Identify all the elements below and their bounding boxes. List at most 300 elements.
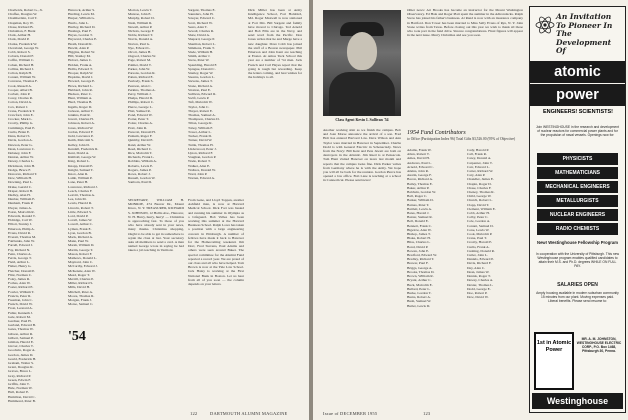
contributor-name: Tuttle, Thomas H. xyxy=(188,142,214,147)
ad-salaries: SALARIES OPEN xyxy=(557,282,598,288)
class-notes-column-5: From Gene, and Lloyd Toppan, another Ashfield man, is now at Harvard Medical School. Dick Fort was busied and running his summer in Olympia as a Lifeguard. Bob Vallee has been working this summer at the Harvard Business School. Ralph Lowe has taken a position with a large engineering concern in Pittsburgh. A number of fellows have made it back to Hanover for the Homecoming weekend. Jim Dorr, Fred Stevens, Paul Adams and others were seen around Baker. The special committee for the Alumni Fund reported a record year. We are proud of our class and all who have helped. Tom Brown is now at the Yale Law School. Jack Haley is working at the First National Bank in Boston. Let us hear from all of you soon — the column depends on your letters. xyxy=(188,198,244,287)
contributor-name: Downing, Paul L. xyxy=(8,180,33,185)
contributor-name: Bush, Samuel W. xyxy=(407,299,432,304)
contributor-name: Bigelow, Alan W. xyxy=(407,227,432,232)
ad-first-in-atomic-power-badge: 1st in Atomic Power xyxy=(534,332,574,390)
contributor-name: Sewall, Charles R. xyxy=(188,29,215,34)
contributor-name: Bartlett, Lewis A. xyxy=(407,206,432,211)
contributor-name: Marsh, William D. xyxy=(68,243,95,248)
contributor-name: Carter, Richard W. xyxy=(467,169,494,174)
contributor-name: Church, Robert L. xyxy=(467,198,493,203)
ad-field-metallurgists: METALLURGISTS xyxy=(537,195,618,207)
contributor-name: Barnes, Peter T. xyxy=(407,202,430,207)
contributor-name: Buck, Malcolm E. xyxy=(407,282,433,287)
contributor-name: Daniels, Edward P. xyxy=(467,257,494,262)
contributor-name: Hayes, Gordon T. xyxy=(68,33,93,38)
ad-field-radio-chemists: RADIO CHEMISTS xyxy=(537,223,618,235)
contributor-list-column-3 xyxy=(128,8,184,193)
contributor-name: Cole, Gordon A. xyxy=(467,219,491,224)
contributor-name: Hall, Robert E. xyxy=(8,390,30,395)
contributor-name: Clark, Arthur H. xyxy=(8,33,31,38)
contributor-name: Crane, Paul T. xyxy=(467,236,487,241)
contributor-name: Atkins, John R. xyxy=(407,169,429,174)
contributor-name: Eldridge, Carl W. xyxy=(8,218,33,223)
contributor-name: Cobb, Arthur H. xyxy=(467,211,490,216)
contributor-name: Shaw, David A. xyxy=(188,33,210,38)
fund-title: 1954 Fund Contributors xyxy=(407,130,466,136)
contributor-name: Robbins, William A. xyxy=(128,159,157,164)
contributor-name: Rand, Arthur W. xyxy=(128,142,151,147)
contributor-name: Christman, F. Brent xyxy=(8,29,36,34)
contributor-name: Prescott, Donald H. xyxy=(128,129,156,134)
contributor-name: Little, Edward S. xyxy=(68,209,92,214)
contributor-name: Chapin, Roger D. xyxy=(467,181,492,186)
contributor-name: Newell, Arthur P. xyxy=(128,24,153,29)
contributor-name: Maynard, John C. xyxy=(68,260,94,265)
contributor-name: Thomas, Samuel A. xyxy=(188,113,216,118)
contributor-name: Eaton, Malcolm R. xyxy=(8,209,35,214)
contributor-name: Glover, Charles T. xyxy=(8,344,34,349)
contributor-name: Evans, David R. xyxy=(8,230,31,235)
contributor-name: Sprague, Donald C. xyxy=(188,66,216,71)
contributor-name: Clement, William E. xyxy=(467,206,496,211)
contributor-name: Hollis, Edward T. xyxy=(68,66,93,71)
contributor-name: Munroe, John E. xyxy=(128,12,152,17)
contributor-name: Clapp, David T. xyxy=(467,202,490,207)
class-notes-column-6: Dick Miller has been at Army Intelligence School, Fort Holabird, Md. Roger Maxwell is now stationed at Fort Dix. Bill Sargent and family have moved to Chicago. Ted Arnold and Bob Ellis are in the Navy, and send word from the Pacific. Don Jones writes that he and Marge have a new daughter. Dave Cobb has joined the staff of a Boston newspaper. Phil Emerson and John Kent are teaching at Exeter. At Amos Tuck School this year are a number of '54 men. Jack French and Carl Hayes report that the going is rough but rewarding. Keep the letters coming, and best wishes for the holidays to all. xyxy=(248,8,302,80)
contributor-name: Davis, Richard F. xyxy=(467,261,492,266)
contributor-name: Stratton, Paul E. xyxy=(188,87,211,92)
contributor-name: Dwyer, James A. xyxy=(8,205,32,210)
class-54-heading: '54 xyxy=(68,329,86,344)
contributor-name: Cary, Alan P. xyxy=(467,173,486,178)
contributor-name: Gates, Thomas W. xyxy=(8,327,34,332)
contributor-name: French, David W. xyxy=(8,302,33,307)
contributor-name: Ball, Roger C. xyxy=(407,194,428,199)
contributor-name: Francis, Peter R. xyxy=(8,293,32,298)
right-footer-page-number: 123 xyxy=(423,411,431,416)
contributor-name: Mitchell, Peter A. xyxy=(68,289,93,294)
contributor-name: Sullivan, Edward R. xyxy=(188,92,217,97)
contributor-name: Nye, Edward L. xyxy=(128,45,151,50)
contributor-name: Edwards, Ronald T. xyxy=(8,213,36,218)
contributor-name: Sargent, Thomas E. xyxy=(188,8,216,12)
contributor-name: Fisher, Henry G. xyxy=(8,264,32,269)
contributor-name: Phillips, Robert C. xyxy=(128,100,155,105)
contributor-name: Reed, Richard C. xyxy=(128,146,153,151)
contributor-name: Lowell, Arthur C. xyxy=(68,222,93,227)
ad-engineers-heading: ENGINEERS! SCIENTISTS! xyxy=(543,109,613,115)
contributor-name: Kimball, George W. xyxy=(68,155,97,160)
contributor-name: Hobart, James C. xyxy=(68,58,93,63)
class-notes-under-photo: Another working stint as we finish the campus. Bob and Joan Morse announce the arrival of a son. Fred Holt has entered Harvard Law. Dave Wilson and Ann Taylor were married in Hanover in September. Charlie Dodd is with General Electric in Schenectady. News from the Navy: Bill Kent and Pete Jewett are both on destroyers in the Atlantic. Jim Reed is at Pensacola. Tom Hunt visited Hanover on leave last month and reports that the campus looks fine. Dick Parker writes from Germany where he is with the Army. We hope you will all be back for the reunion. Gordon Pierce has opened a law office. Bob Lane is teaching at a school in Connecticut. Please send news! xyxy=(323,128,401,183)
contributor-name: Kent, David A. xyxy=(68,150,90,155)
contributor-name: Hayward, Charles E. xyxy=(68,37,98,42)
contributor-name: Cook, Malcolm P. xyxy=(467,232,493,237)
contributor-name: Martin, George T. xyxy=(68,247,94,252)
contributor-name: Wade, Robert T. xyxy=(188,159,211,164)
contributor-name: Fuller, Kenneth J. xyxy=(8,310,33,315)
contributor-name: Tilton, George R. xyxy=(188,121,213,126)
contributor-name: Lewis, Harold R. xyxy=(68,201,93,206)
contributor-name: Phelps, Harold D. xyxy=(128,96,154,101)
contributor-name: Chase, Charles F. xyxy=(467,185,492,190)
contributor-name: Hooper, Ralph W. xyxy=(68,71,94,76)
contributor-name: Miller, Richard S. xyxy=(68,281,94,286)
contributor-name: Nash, William R. xyxy=(128,20,153,25)
contributor-name: Baker, Arthur P. xyxy=(407,185,430,190)
contributor-name: Donovan, Richard T. xyxy=(8,171,38,176)
contributor-name: Jordan, Edward F. xyxy=(68,129,94,134)
atom-icon xyxy=(535,15,555,35)
contributor-name: Mann, Paul W. xyxy=(68,239,89,244)
contributor-name: Griffin, John T. xyxy=(8,382,30,387)
right-page xyxy=(313,0,628,420)
contributor-name: Olcott, James H. xyxy=(128,50,152,55)
contributor-name: Emerson, Philip A. xyxy=(8,226,35,231)
contributor-name: Cleveland, George W. xyxy=(8,45,39,50)
contributor-name: Higgins, Robert W. xyxy=(68,50,96,55)
contributor-name: Tower, Arthur L. xyxy=(188,129,212,134)
contributor-name: Forbes, Alan W. xyxy=(8,281,31,286)
contributor-name: Collins, Richard J. xyxy=(8,66,35,71)
contributor-name: Jenkins, Paul R. xyxy=(68,113,91,118)
contributor-name: Gilman, Harold E. xyxy=(8,340,34,345)
contributor-name: Hastings, Paul F. xyxy=(68,29,92,34)
contributor-name: Burns, Robert A. xyxy=(407,295,431,300)
contributor-name: Austin, George F. xyxy=(407,173,432,178)
contributor-name: Jones, Richard W. xyxy=(68,125,94,130)
contributor-name: Stevens, James T. xyxy=(188,79,213,84)
contributor-name: Freeman, John C. xyxy=(8,298,33,303)
contributor-name: Tobey, William F. xyxy=(188,125,213,130)
contributor-name: Gardner, Paul H. xyxy=(8,319,32,324)
ad-field-physicists: PHYSICISTS xyxy=(537,153,618,165)
contributor-name: McCarthy, Edward J. xyxy=(68,264,98,269)
contributor-name: Gilbert, Samuel P. xyxy=(8,335,34,340)
contributor-name: Jackson, Arthur T. xyxy=(68,108,94,113)
contributor-name: Hartley, Richard D. xyxy=(68,24,96,29)
contributor-name: Mack, Richard A. xyxy=(68,234,93,239)
contributor-name: Vaughan, Gordon P. xyxy=(188,155,216,160)
contributor-name: Cheney, Thomas R. xyxy=(467,190,495,195)
contributor-name: Fenn, Charles A. xyxy=(8,251,32,256)
contributor-name: Noble, Richard T. xyxy=(128,33,153,38)
contributor-name: Bliss, Charles L. xyxy=(407,240,431,245)
contributor-name: Chaffee, Douglas W. xyxy=(8,12,38,17)
contributor-name: Wallace, Donald W. xyxy=(188,167,216,172)
contributor-name: Bradley, Richard T. xyxy=(407,257,435,262)
contributor-name: Butler, Lewis D. xyxy=(407,303,431,308)
class-agent-photo xyxy=(323,10,401,116)
contributor-name: Dewey, Charles L. xyxy=(8,159,35,164)
contributor-name: Gordon, James D. xyxy=(8,352,34,357)
contributor-name: Taylor, John C. xyxy=(188,104,210,109)
contributor-name: Simmons, Frank T. xyxy=(188,45,215,50)
contributor-name: Barker, William D. xyxy=(407,198,434,203)
contributor-name: Underwood, Peter J. xyxy=(188,146,217,151)
contributor-name: Harding, Lewis M. xyxy=(68,12,95,17)
contributor-name: Smith, Arthur J. xyxy=(188,54,211,59)
contributor-name: Cox, Robert J. xyxy=(8,104,29,109)
contributor-name: Hamilton, David C. xyxy=(8,394,36,399)
contributor-name: Hopkins, David J. xyxy=(68,75,94,80)
contributor-name: Cummings, Paul E. xyxy=(8,125,36,130)
contributor-name: Cooper, Albert B. xyxy=(8,87,33,92)
contributor-name: Andrews, Paul L. xyxy=(407,160,432,165)
fund-contributors-header xyxy=(407,130,523,141)
contributor-name: Peabody, Frank S. xyxy=(128,79,154,84)
contributor-name: Dawson, Peter G. xyxy=(8,142,33,147)
contributor-name: Page, Robert M. xyxy=(128,58,151,63)
contributor-name: Lord, David P. xyxy=(68,213,89,218)
contributor-name: Tucker, Frank D. xyxy=(188,134,212,139)
contributor-name: Day, Alan C. xyxy=(467,265,486,270)
contributor-name: Conant, Samuel D. xyxy=(467,223,494,228)
contributor-name: Bowen, John E. xyxy=(407,248,430,253)
contributor-name: Colby, Peter C. xyxy=(467,215,489,220)
contributor-name: Lyman, Frank E. xyxy=(68,226,92,231)
contributor-name: Carr, Edward L. xyxy=(467,164,490,169)
contributor-name: Roberts, Lewis E. xyxy=(128,163,154,168)
contributor-name: Allen, Robert T. xyxy=(407,152,430,157)
contributor-name: Converse, Thomas F. xyxy=(8,79,38,84)
contributor-name: Clarke, Frederick W. xyxy=(8,41,38,46)
contributor-name: Warren, Edward A. xyxy=(188,176,215,181)
contributor-name: Hammond, Peter B. xyxy=(8,398,36,403)
contributor-name: Norton, Paul G. xyxy=(128,41,151,46)
contributor-name: Draper, Robert B. xyxy=(8,188,33,193)
contributor-name: Hewitt, Alan P. xyxy=(68,45,90,50)
contributor-name: Crosby, Harold E. xyxy=(467,240,493,245)
ad-intro: Join WESTINGHOUSE in the research and development of nuclear reactors for commercial power plants and for the propulsion of naval vessels. Openings now for: xyxy=(536,125,620,137)
contributor-name: Jewett, Charles H. xyxy=(68,117,94,122)
contributor-name: Shepard, George P. xyxy=(188,37,215,42)
contributor-name: Ferris, George T. xyxy=(8,255,32,260)
contributor-name: Pierce, George L. xyxy=(128,104,153,109)
contributor-name: Upton, Richard F. xyxy=(188,150,213,155)
contributor-name: Harris, John L. xyxy=(68,20,89,25)
contributor-name: Davis, Gordon A. xyxy=(8,138,33,143)
contributor-name: Platt, Samuel R. xyxy=(128,108,151,113)
contributor-name: Sherman, Robert L. xyxy=(188,41,216,46)
contributor-name: Rogers, James P. xyxy=(128,167,152,172)
contributor-name: Palmer, David T. xyxy=(128,62,152,67)
contributor-name: Burke, Gordon T. xyxy=(407,290,432,295)
contributor-name: Porter, Peter T. xyxy=(128,117,149,122)
contributor-name: Mason, Robert F. xyxy=(68,251,93,256)
contributor-name: Turner, David W. xyxy=(188,138,213,143)
contributor-name: Dunham, Frank P. xyxy=(8,201,34,206)
contributor-name: Knapp, Donald E. xyxy=(68,163,94,168)
contributor-name: Scott, Richard W. xyxy=(188,20,213,25)
class-54-notes: SECRETARY, WILLIAM H. MONROE, 474 Beaver Dr., Mount Kisco, N. Y. TREASURER, RICHARD S. JOHNSON, 12 Hollis Ave., Hanover, N. H. Hurry, hurry, hurry! — Christmas is approaching fast. To those of you who have already sent in your news, many thanks. Christmas shopping, Ought to be able to get in somewhere to rejoin the class at last. Your secretary asks all members to send a card. A man named George wrote in saying he had taken a job teaching in Vermont. xyxy=(128,198,184,253)
contributor-name: Cook, Russell A. xyxy=(8,83,32,88)
contributor-name: Mead, Roger T. xyxy=(68,272,90,277)
contributor-name: Adams, Frank W. xyxy=(407,148,432,152)
contributor-name: Bishop, James T. xyxy=(407,232,431,237)
contributor-name: Spaulding, Harold F. xyxy=(188,62,218,67)
contributor-name: Leavitt, Thomas A. xyxy=(68,192,95,197)
left-footer-title: DARTMOUTH ALUMNI MAGAZINE xyxy=(210,411,288,416)
contributor-name: Sears, Alan T. xyxy=(188,24,208,29)
contributor-name: Pearson, Alan C. xyxy=(128,83,152,88)
contributor-name: Leach, Charles F. xyxy=(68,188,93,193)
contributor-name: Fay, Richard N. xyxy=(8,247,31,252)
right-footer-title: Issue of DECEMBER 1955 xyxy=(323,411,378,416)
contributor-name: Carpenter, John T. xyxy=(467,160,493,165)
contributor-name: Everett, Thomas M. xyxy=(8,234,36,239)
contributor-name: Johnson, Robert A. xyxy=(68,121,95,126)
fund-subtitle: to Office (Participation Index 96) Total Gifts $3,526.00 (95% of Objective) xyxy=(407,137,516,141)
contributor-name: Morse, Samuel C. xyxy=(68,302,94,307)
contributor-name: Cobb, Robert S. xyxy=(8,50,31,55)
contributor-name: Hill, Stanley M. xyxy=(68,54,91,59)
contributor-name: Moore, Thomas R. xyxy=(68,293,95,298)
ad-field-mathematicians: MATHEMATICIANS xyxy=(537,167,618,179)
contributor-name: Blake, Robert H. xyxy=(407,236,431,241)
contributor-name: Parsons, Gordon R. xyxy=(128,71,156,76)
contributor-name: Bullard, Peter L. xyxy=(407,286,431,291)
contributor-name: Chamberlain, Carl T. xyxy=(8,16,38,21)
contributor-name: Crawford, John E. xyxy=(8,113,34,118)
contributor-name: Osgood, Charles W. xyxy=(128,54,156,59)
contributor-name: Heath, Donald R. xyxy=(68,41,93,46)
contributor-name: Putnam, Roger F. xyxy=(128,134,153,139)
contributor-name: McKenzie, Alan W. xyxy=(68,268,96,273)
contributor-name: Green, Edwin F. xyxy=(8,377,31,382)
contributor-name: Hubbard, John R. xyxy=(68,87,93,92)
contributor-name: Lincoln, Robert T. xyxy=(68,205,94,210)
contributor-name: Chadwick, Robert G., Jr. xyxy=(8,8,43,12)
contributor-name: Hudson, Peter C. xyxy=(68,92,92,97)
contributor-name: Snow, Peter W. xyxy=(188,58,210,63)
contributor-name: Flint, Norman C. xyxy=(8,272,32,277)
contributor-name: Rowe, Robert J. xyxy=(128,171,151,176)
contributor-name: Dean, James W. xyxy=(467,269,490,274)
contributor-name: Lamb, William P. xyxy=(68,176,93,181)
contributor-name: Chase, Richard B. xyxy=(8,24,34,29)
contributor-name: Bates, Harold J. xyxy=(407,211,430,216)
contributor-name: Bond, David P. xyxy=(407,244,429,249)
contributor-name: Ward, John P. xyxy=(188,171,208,176)
contributor-name: Dean, Lawrence C. xyxy=(8,146,36,151)
contributor-name: Slade, William H. xyxy=(188,50,214,55)
contributor-name: Perkins, Thomas A. xyxy=(128,87,156,92)
contributor-name: Gould, Frederick H. xyxy=(8,356,37,361)
contributor-name: Swift, Lewis P. xyxy=(188,96,210,101)
contributor-name: Morgan, Frank J. xyxy=(68,298,93,303)
contributor-name: Dodd, George E. xyxy=(467,286,491,291)
contributor-name: Cutler, John L. xyxy=(467,253,488,258)
contributor-name: Kelley, John D. xyxy=(68,142,90,147)
contributor-name: Hunt, William A. xyxy=(68,96,93,101)
contributor-name: Clark, David P. xyxy=(8,37,30,42)
contributor-name: Merrill, Charles P. xyxy=(68,277,94,281)
contributor-name: Chandler, James E. xyxy=(467,177,494,182)
contributor-name: Curtis, Frank A. xyxy=(467,244,490,249)
contributor-name: Coffin, William C. xyxy=(8,58,35,63)
contributor-name: Crocker, Mark L. xyxy=(8,117,33,122)
contributor-name: Lyon, Gordon B. xyxy=(68,230,92,235)
contributor-name: Dickinson, John H. xyxy=(8,163,36,168)
contributor-name: Gale, Robert M. xyxy=(8,314,31,319)
ad-program-text: In cooperation with the University of Pittsburgh. This new Westinghouse program enables qualified candidates to attain their M.S. and Ph.D. degrees WHILE ON FULL PAY. xyxy=(536,252,619,268)
contributor-name: Bell, Donald E. xyxy=(407,219,429,224)
contributor-name: Howard, George E. xyxy=(68,79,96,84)
contributor-name: Foley, James R. xyxy=(8,277,31,281)
contributor-name: Stearns, Gordon L. xyxy=(188,75,215,80)
contributor-name: Dodge, Bruce F. xyxy=(8,167,31,172)
contributor-name: Harper, William G. xyxy=(68,16,95,21)
contributor-name: Pratt, John R. xyxy=(128,125,148,130)
contributor-name: Howe, Richard L. xyxy=(68,83,94,88)
contributor-name: Dewey, Charles A. xyxy=(467,278,494,283)
contributor-name: Foster, Richard E. xyxy=(8,285,34,290)
contributor-name: Bennett, Frank C. xyxy=(407,223,432,228)
contributor-name: Dow, William H. xyxy=(8,176,32,181)
contributor-name: Ingalls, Roger D. xyxy=(68,104,93,109)
photo-caption: Class Agent Kevin I. Sullivan '54 xyxy=(335,118,389,122)
contributor-name: Keith, Malcolm S. xyxy=(68,138,94,143)
left-page xyxy=(0,0,309,420)
contributor-name: Bailey, Thomas E. xyxy=(407,181,433,186)
contributor-name: Stone, Richard A. xyxy=(188,83,213,88)
contributor-name: Cone, Lewis W. xyxy=(467,227,490,232)
contributor-name: Dana, Robert S. xyxy=(8,134,31,139)
contributor-name: Dennis, Roger T. xyxy=(467,274,491,279)
contributor-name: Garland, Edward B. xyxy=(8,323,36,328)
contributor-name: Baxter, Samuel R. xyxy=(407,215,433,220)
contributor-name: Stanley, Roger W. xyxy=(188,71,214,76)
westinghouse-logo: Westinghouse xyxy=(532,393,623,409)
contributor-name: Drake, Gerald C. xyxy=(8,184,32,189)
contributor-name: Lee, John M. xyxy=(68,197,87,202)
contributor-name: Hale, Norman W. xyxy=(8,386,33,391)
contributor-name: Mills, David H. xyxy=(68,285,90,290)
ad-program-title: New! Westinghouse Fellowship Program xyxy=(537,240,618,245)
contributor-name: Briggs, George A. xyxy=(407,265,433,270)
contributor-name: Holden, Frank A. xyxy=(68,62,93,67)
ad-word-atomic: atomic xyxy=(530,61,625,83)
contributor-name: Knight, Samuel T. xyxy=(68,167,94,172)
contributor-name: Grant, Douglas R. xyxy=(8,365,34,370)
contributor-name: Murphy, Robert D. xyxy=(128,16,155,21)
contributor-name: Gibson, Arthur R. xyxy=(8,331,34,336)
contributor-name: King, Robert L. xyxy=(68,159,91,164)
contributor-name: Sawyer, Edward C. xyxy=(188,16,216,21)
contributor-name: Farrell, Edward J. xyxy=(8,243,34,248)
contributor-name: Corey, Charles R. xyxy=(8,96,33,101)
contributor-name: Elliott, Stanley J. xyxy=(8,222,33,227)
contributor-name: Fowler, William T. xyxy=(8,289,35,294)
fund-names-column-b xyxy=(467,148,523,398)
contributor-name: Sanborn, Paul D. xyxy=(128,180,152,185)
contributor-name: Bryant, Arthur C. xyxy=(407,278,432,283)
contributor-name: Mathews, Donald L. xyxy=(68,255,97,260)
contributor-name: Arnold, Edward C. xyxy=(407,164,434,169)
class-notes-column-2: Other news: Art Brooks has become an instructor for the Mount Washington Observatory. Ed Hale and Roger Platt spent the summer in the Adirondacks. Ralph Snow has joined his father's business. Al Rand is now with an insurance company in Hartford. Don Tower has been married to Miss Sally Evans of Rye, N. Y. John Stone writes from Texas. Before closing out this year we wish to thank all those who took part in the fund drive. Sincere congratulations. Final figures will appear in the next issue. Merry Christmas and see you soon. xyxy=(407,8,523,38)
ad-headline: An Invitation To Pioneer In The Development Of xyxy=(556,12,613,55)
contributor-name: Dunbar, William E. xyxy=(8,197,36,202)
contributor-name: Brewer, Paul F. xyxy=(407,261,429,266)
contributor-name: Corbett, John P. xyxy=(8,92,31,97)
contributor-list-column-1 xyxy=(8,8,64,403)
ad-contact: MR. A. M. JOHNSTON, WESTINGHOUSE ELECTRIC CORP., P.O. Box 1468, Pittsburgh 30, Penna. xyxy=(576,337,622,353)
contributor-name: Child, George W. xyxy=(467,194,492,199)
ad-field-nuclear-engineers: NUCLEAR ENGINEERS xyxy=(537,209,618,221)
contributor-name: Thayer, Robert E. xyxy=(188,108,213,113)
